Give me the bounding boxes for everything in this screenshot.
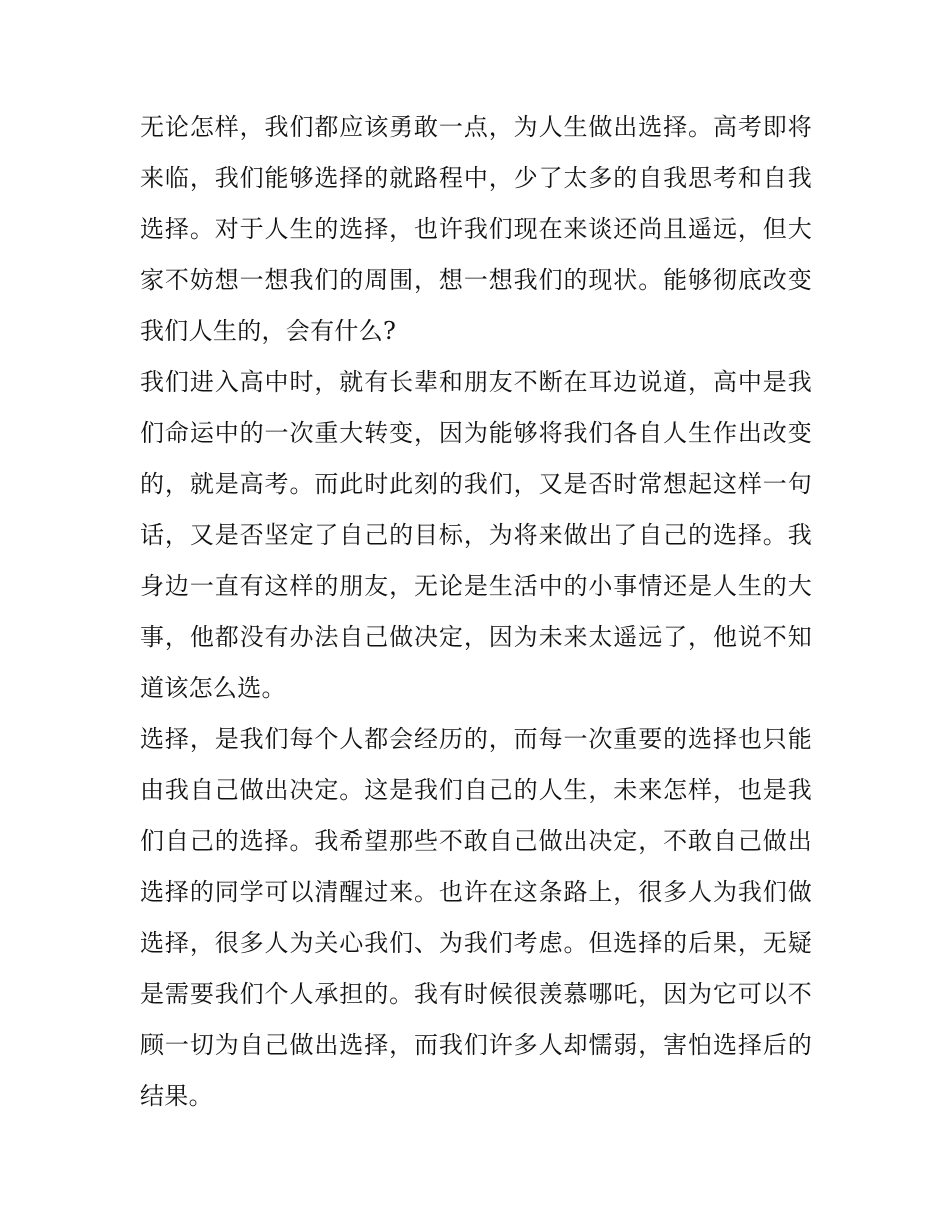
document-body bbox=[140, 102, 812, 1122]
paragraph-2: 我们进入高中时，就有长辈和朋友不断在耳边说道，高中是我们命运中的一次重大转变，因为能够将我们各自人生作出改变的，就是高考。而此时此刻的我们，又是否时常想起这样一句话，又是否坚定了自己的目标，为将来做出了自己的选择。我身边一直有这样的朋友，无论是生活中的小事情还是人生的大事，他都没有办法自己做决定，因为未来太遥远了，他说不知道该怎么选。 bbox=[140, 368, 812, 702]
paragraph-1: 无论怎样，我们都应该勇敢一点，为人生做出选择。高考即将来临，我们能够选择的就路程中，少了太多的自我思考和自我选择。对于人生的选择，也许我们现在来谈还尚且遥远，但大家不妨想一想我们的周围，想一想我们的现状。能够彻底改变我们人生的，会有什么? bbox=[140, 113, 812, 345]
paragraph-3: 选择，是我们每个人都会经历的，而每一次重要的选择也只能由我自己做出决定。这是我们自己的人生，未来怎样，也是我们自己的选择。我希望那些不敢自己做出决定，不敢自己做出选择的同学可以清醒过来。也许在这条路上，很多人为我们做选择，很多人为关心我们、为我们考虑。但选择的后果，无疑是需要我们个人承担的。我有时候很羡慕哪吒，因为它可以不顾一切为自己做出选择，而我们许多人却懦弱，害怕选择后的结果。 bbox=[140, 725, 812, 1110]
